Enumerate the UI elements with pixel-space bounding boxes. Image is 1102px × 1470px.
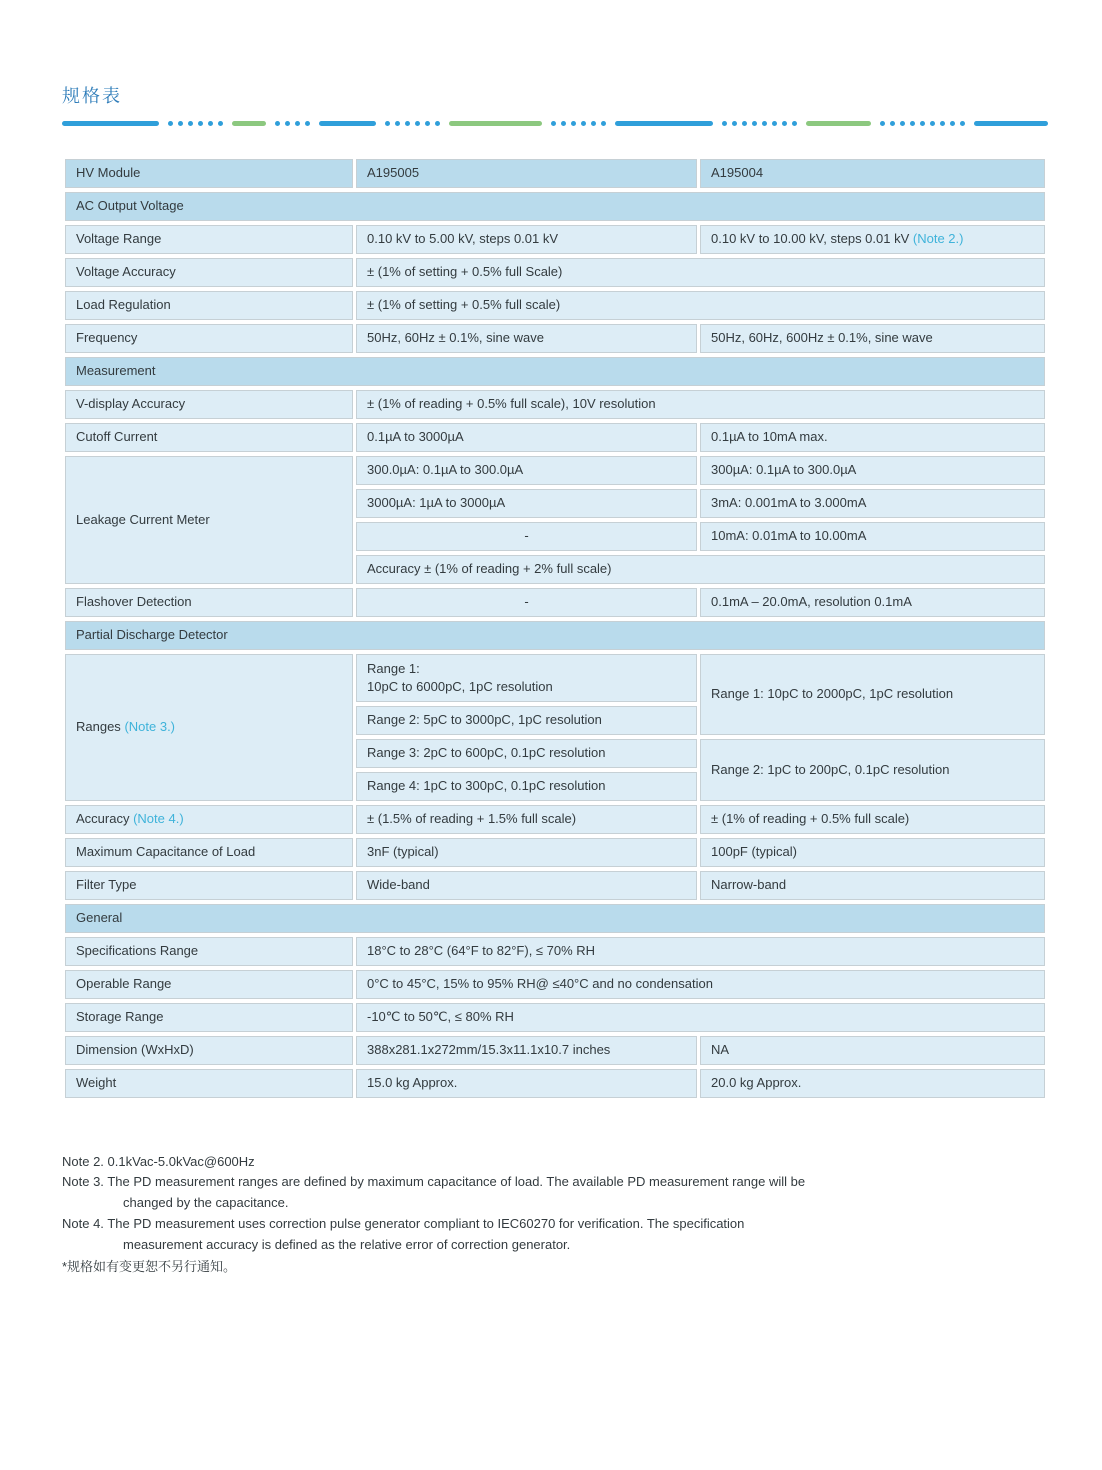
note-2-ref: (Note 2.) bbox=[912, 231, 964, 247]
cell-value: 388x281.1x272mm/15.3x11.1x10.7 inches bbox=[356, 1036, 697, 1065]
row-dimension bbox=[65, 1036, 1045, 1065]
section-measurement bbox=[65, 357, 1045, 386]
label-text: Accuracy bbox=[76, 811, 130, 827]
row-ranges bbox=[65, 654, 1045, 702]
divider-dash bbox=[232, 121, 266, 126]
cell-value: Accuracy ± (1% of reading + 2% full scale) bbox=[356, 555, 1045, 584]
spec-table bbox=[62, 155, 1048, 1102]
row-pd-accuracy bbox=[65, 805, 1045, 834]
row-label: Load Regulation bbox=[65, 291, 353, 320]
divider-dots bbox=[168, 121, 223, 126]
cell-value: 0.1µA to 3000µA bbox=[356, 423, 697, 452]
section-label: AC Output Voltage bbox=[65, 192, 1045, 221]
row-v-display-accuracy bbox=[65, 390, 1045, 419]
cell-value: ± (1.5% of reading + 1.5% full scale) bbox=[356, 805, 697, 834]
divider-dash bbox=[615, 121, 713, 126]
row-label: Weight bbox=[65, 1069, 353, 1098]
notes bbox=[62, 1152, 1048, 1278]
cell-value: -10℃ to 50℃, ≤ 80% RH bbox=[356, 1003, 1045, 1032]
row-specifications-range bbox=[65, 937, 1045, 966]
row-leakage-current-meter bbox=[65, 456, 1045, 485]
cell-value: ± (1% of reading + 0.5% full scale) bbox=[700, 805, 1045, 834]
divider-dots bbox=[551, 121, 606, 126]
label-text: Ranges bbox=[76, 719, 121, 735]
value-line: Range 1: bbox=[367, 661, 420, 677]
cell-value: 3mA: 0.001mA to 3.000mA bbox=[700, 489, 1045, 518]
cell-value: 300µA: 0.1µA to 300.0µA bbox=[700, 456, 1045, 485]
cell-value: 0.1µA to 10mA max. bbox=[700, 423, 1045, 452]
cell-value: Narrow-band bbox=[700, 871, 1045, 900]
row-weight bbox=[65, 1069, 1045, 1098]
note-2 bbox=[62, 1152, 1048, 1173]
divider-dots bbox=[385, 121, 440, 126]
note-3-continuation: changed by the capacitance. bbox=[123, 1195, 289, 1211]
note-text: The PD measurement ranges are defined by maximum capacitance of load. The available PD measurement range will be bbox=[107, 1174, 806, 1190]
cell-value: 50Hz, 60Hz ± 0.1%, sine wave bbox=[356, 324, 697, 353]
note-label: Note 3. bbox=[62, 1174, 104, 1190]
row-label: Flashover Detection bbox=[65, 588, 353, 617]
section-general bbox=[65, 904, 1045, 933]
cell-value: NA bbox=[700, 1036, 1045, 1065]
note-3-ref: (Note 3.) bbox=[124, 719, 176, 735]
cell-value: 20.0 kg Approx. bbox=[700, 1069, 1045, 1098]
row-label: Storage Range bbox=[65, 1003, 353, 1032]
row-frequency bbox=[65, 324, 1045, 353]
cell-value: 10mA: 0.01mA to 10.00mA bbox=[700, 522, 1045, 551]
cell-value: 0.10 kV to 5.00 kV, steps 0.01 kV bbox=[356, 225, 697, 254]
row-label: Operable Range bbox=[65, 970, 353, 999]
title-divider bbox=[62, 121, 1048, 127]
row-label: Filter Type bbox=[65, 871, 353, 900]
row-label: Leakage Current Meter bbox=[65, 456, 353, 584]
note-text: The PD measurement uses correction pulse generator compliant to IEC60270 for verification. The specification bbox=[107, 1215, 745, 1231]
note-label: Note 2. bbox=[62, 1153, 104, 1169]
cell-value: 18°C to 28°C (64°F to 82°F), ≤ 70% RH bbox=[356, 937, 1045, 966]
divider-dash bbox=[806, 121, 871, 126]
cell-value: 15.0 kg Approx. bbox=[356, 1069, 697, 1098]
footnote: *规格如有变更恕不另行通知。 bbox=[62, 1258, 237, 1274]
divider-dots bbox=[722, 121, 797, 126]
section-ac-output-voltage bbox=[65, 192, 1045, 221]
cell-value bbox=[356, 654, 697, 702]
row-filter-type bbox=[65, 871, 1045, 900]
cell-value: 3nF (typical) bbox=[356, 838, 697, 867]
row-voltage-accuracy bbox=[65, 258, 1045, 287]
divider-dots bbox=[275, 121, 310, 126]
value-text: 0.10 kV to 10.00 kV, steps 0.01 kV bbox=[711, 231, 910, 247]
cell-value: Range 1: 10pC to 2000pC, 1pC resolution bbox=[700, 654, 1045, 735]
cell-value bbox=[700, 225, 1045, 254]
note-4-ref: (Note 4.) bbox=[133, 811, 184, 827]
cell-value: 100pF (typical) bbox=[700, 838, 1045, 867]
row-label: Cutoff Current bbox=[65, 423, 353, 452]
cell-value: Range 2: 1pC to 200pC, 0.1pC resolution bbox=[700, 739, 1045, 801]
cell-value: Range 4: 1pC to 300pC, 0.1pC resolution bbox=[356, 772, 697, 801]
note-4 bbox=[62, 1214, 1048, 1235]
divider-dash bbox=[319, 121, 376, 126]
note-label: Note 4. bbox=[62, 1215, 104, 1231]
model-a195004: A195004 bbox=[700, 159, 1045, 188]
section-label: General bbox=[65, 904, 1045, 933]
value-line: 10pC to 6000pC, 1pC resolution bbox=[367, 678, 553, 694]
row-label: HV Module bbox=[65, 159, 353, 188]
row-label: Maximum Capacitance of Load bbox=[65, 838, 353, 867]
cell-value: 0°C to 45°C, 15% to 95% RH@ ≤40°C and no condensation bbox=[356, 970, 1045, 999]
cell-value: ± (1% of reading + 0.5% full scale), 10V resolution bbox=[356, 390, 1045, 419]
row-operable-range bbox=[65, 970, 1045, 999]
row-label: Dimension (WxHxD) bbox=[65, 1036, 353, 1065]
cell-value: Range 3: 2pC to 600pC, 0.1pC resolution bbox=[356, 739, 697, 768]
row-hv-module bbox=[65, 159, 1045, 188]
cell-value: ± (1% of setting + 0.5% full scale) bbox=[356, 291, 1045, 320]
note-4-continuation: measurement accuracy is defined as the relative error of correction generator. bbox=[123, 1236, 571, 1252]
cell-value: 0.1mA – 20.0mA, resolution 0.1mA bbox=[700, 588, 1045, 617]
section-label: Measurement bbox=[65, 357, 1045, 386]
row-flashover-detection bbox=[65, 588, 1045, 617]
cell-value: Range 2: 5pC to 3000pC, 1pC resolution bbox=[356, 706, 697, 735]
divider-dash bbox=[974, 121, 1048, 126]
cell-value: Wide-band bbox=[356, 871, 697, 900]
row-label bbox=[65, 654, 353, 801]
cell-value: 3000µA: 1µA to 3000µA bbox=[356, 489, 697, 518]
note-3 bbox=[62, 1172, 1048, 1193]
row-load-regulation bbox=[65, 291, 1045, 320]
cell-value: - bbox=[356, 522, 697, 551]
row-maximum-capacitance bbox=[65, 838, 1045, 867]
divider-dash bbox=[449, 121, 542, 126]
row-label: Voltage Accuracy bbox=[65, 258, 353, 287]
divider-dots bbox=[880, 121, 965, 126]
note-text: 0.1kVac-5.0kVac@600Hz bbox=[107, 1153, 255, 1169]
cell-value: 300.0µA: 0.1µA to 300.0µA bbox=[356, 456, 697, 485]
cell-value: ± (1% of setting + 0.5% full Scale) bbox=[356, 258, 1045, 287]
section-label: Partial Discharge Detector bbox=[65, 621, 1045, 650]
row-storage-range bbox=[65, 1003, 1045, 1032]
cell-value: 50Hz, 60Hz, 600Hz ± 0.1%, sine wave bbox=[700, 324, 1045, 353]
cell-value: - bbox=[356, 588, 697, 617]
row-label: Voltage Range bbox=[65, 225, 353, 254]
row-label bbox=[65, 805, 353, 834]
row-label: Specifications Range bbox=[65, 937, 353, 966]
row-voltage-range bbox=[65, 225, 1045, 254]
row-label: V-display Accuracy bbox=[65, 390, 353, 419]
row-label: Frequency bbox=[65, 324, 353, 353]
model-a195005: A195005 bbox=[356, 159, 697, 188]
page-title: 规格表 bbox=[62, 86, 122, 106]
row-cutoff-current bbox=[65, 423, 1045, 452]
section-partial-discharge-detector bbox=[65, 621, 1045, 650]
divider-dash bbox=[62, 121, 159, 126]
